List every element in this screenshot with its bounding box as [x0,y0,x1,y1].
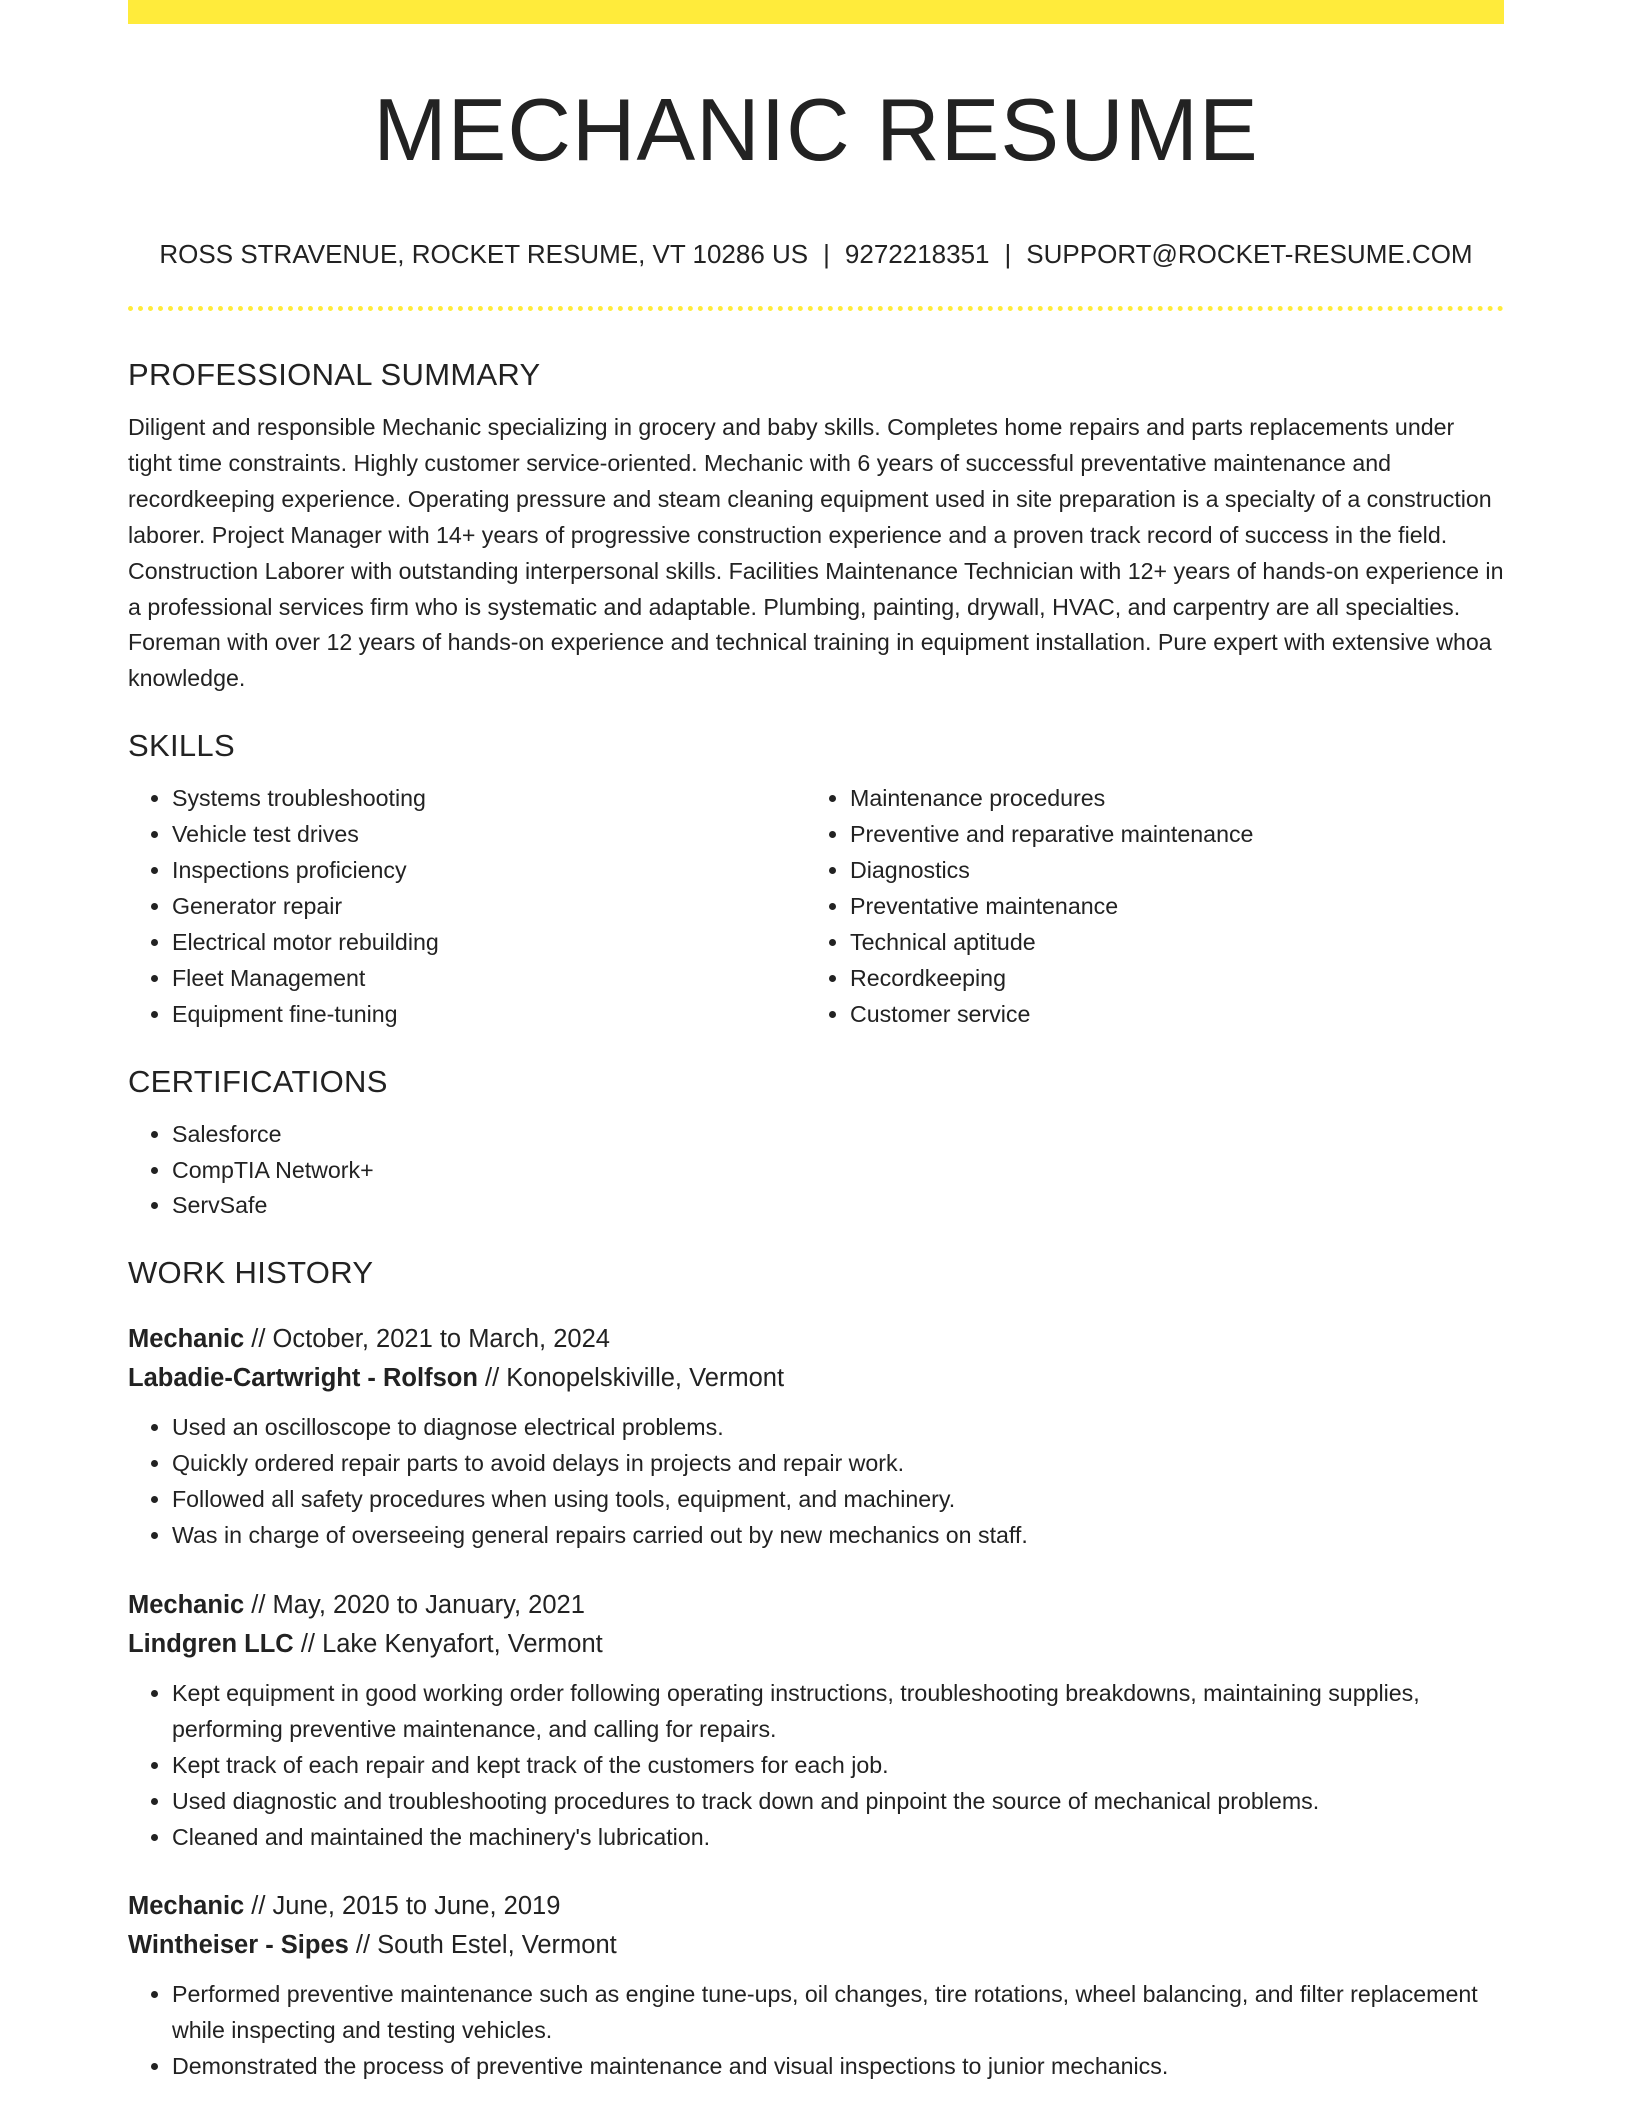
job-location: // Konopelskiville, Vermont [477,1364,785,1393]
job-bullet: • Demonstrated the process of preventive maintenance and visual inspections to junior mechanics. [172,2049,1504,2085]
certifications-section [128,1059,1504,1225]
job-bullets [128,1676,1504,1856]
job-dates: // October, 2021 to March, 2024 [244,1325,610,1354]
section-heading: SKILLS [128,728,235,764]
job-company-line [128,1625,1504,1664]
skill-item: • Equipment fine-tuning [172,997,806,1033]
certification-item: • CompTIA Network+ [172,1153,1504,1189]
job-role: Mechanic [128,1590,245,1619]
skill-item: • Electrical motor rebuilding [172,925,806,961]
skill-item: • Generator repair [172,889,806,925]
certification-item: • ServSafe [172,1188,1504,1224]
job-dates: // May, 2020 to January, 2021 [244,1590,585,1619]
skill-item: • Systems troubleshooting [172,781,806,817]
job-bullet: • Used diagnostic and troubleshooting procedures to track down and pinpoint the source of mechanical problems. [172,1784,1504,1820]
top-accent-bar [128,0,1504,24]
job-bullet: • Quickly ordered repair parts to avoid delays in projects and repair work. [172,1446,1504,1482]
job-location: // South Estel, Vermont [348,1931,617,1960]
skill-item: • Technical aptitude [850,925,1484,961]
job-title-line [128,1320,1504,1359]
professional-summary-section [128,352,1504,697]
job-company: Labadie-Cartwright - Rolfson [128,1364,478,1393]
skill-item: • Preventive and reparative maintenance [850,817,1484,853]
job-location: // Lake Kenyafort, Vermont [293,1629,603,1658]
job-entry [128,1586,1504,1856]
job-bullet: • Performed preventive maintenance such as engine tune-ups, oil changes, tire rotations, wheel balancing, and filter replacement while inspecting and testing vehicles. [172,1977,1504,2049]
contact-separator: | [1004,239,1012,269]
job-company: Wintheiser - Sipes [128,1931,349,1960]
skill-item: • Diagnostics [850,853,1484,889]
contact-separator: | [823,239,830,269]
skill-item: • Maintenance procedures [850,781,1484,817]
certification-item: • Salesforce [172,1117,1504,1153]
job-bullet: • Kept track of each repair and kept track of the customers for each job. [172,1748,1504,1784]
work-history-section [128,1250,1504,2085]
job-bullet: • Cleaned and maintained the machinery's lubrication. [172,1820,1504,1856]
address-text: ROSS STRAVENUE, ROCKET RESUME, VT 10286 US [159,239,809,269]
page-title: MECHANIC RESUME [373,80,1259,179]
skill-item: • Inspections proficiency [172,853,806,889]
job-bullet: • Used an oscilloscope to diagnose electrical problems. [172,1410,1504,1446]
skill-item: • Customer service [850,997,1484,1033]
skill-item: • Vehicle test drives [172,817,806,853]
job-bullets [128,1977,1504,2085]
contact-line [128,236,1504,272]
phone-text: 9272218351 [844,239,990,269]
job-bullet: • Was in charge of overseeing general repairs carried out by new mechanics on staff. [172,1518,1504,1554]
job-company-line [128,1926,1504,1965]
job-entry [128,1887,1504,2085]
section-heading: WORK HISTORY [128,1255,374,1291]
skill-item: • Preventative maintenance [850,889,1484,925]
skills-section [128,723,1504,1032]
summary-text: Diligent and responsible Mechanic specializing in grocery and baby skills. Completes home repairs and parts replacements under tight time constraints. Highly customer service-oriented. Mechanic with 6 years of successful preventative maintenance and recordkeeping experience. Operating pressure and steam cleaning equipment used in site preparation is a specialty of a construction laborer. Project Manager with 14+ years of progressive construction experience and a proven track record of success in the field. Construction Laborer with outstanding interpersonal skills. Facilities Maintenance Technician with 12+ years of hands-on experience in a professional services firm who is systematic and adaptable. Plumbing, painting, drywall, HVAC, and carpentry are all specialties. Foreman with over 12 years of hands-on experience and technical training in equipment installation. Pure expert with extensive whoa knowledge. [128,414,1504,692]
section-heading: PROFESSIONAL SUMMARY [128,357,541,392]
skills-list-left [128,781,806,1032]
skill-item: • Fleet Management [172,961,806,997]
section-heading: CERTIFICATIONS [128,1063,388,1099]
skills-list-right [806,781,1484,1032]
job-company-line [128,1359,1504,1398]
job-role: Mechanic [128,1892,245,1921]
resume-content [128,352,1504,2085]
email-text: SUPPORT@ROCKET-RESUME.COM [1026,239,1473,269]
job-dates: // June, 2015 to June, 2019 [244,1892,561,1921]
job-bullet: • Followed all safety procedures when using tools, equipment, and machinery. [172,1482,1504,1518]
skills-columns [128,781,1504,1032]
job-title-line [128,1887,1504,1926]
job-bullet: • Kept equipment in good working order following operating instructions, troubleshooting breakdowns, maintaining supplies, performing preventive maintenance, and calling for repairs. [172,1676,1504,1748]
job-bullets [128,1410,1504,1554]
job-company: Lindgren LLC [128,1629,294,1658]
job-title-line [128,1586,1504,1625]
dotted-divider [128,306,1504,311]
certifications-list [128,1117,1504,1225]
job-role: Mechanic [128,1325,245,1354]
skill-item: • Recordkeeping [850,961,1484,997]
job-entry [128,1320,1504,1554]
